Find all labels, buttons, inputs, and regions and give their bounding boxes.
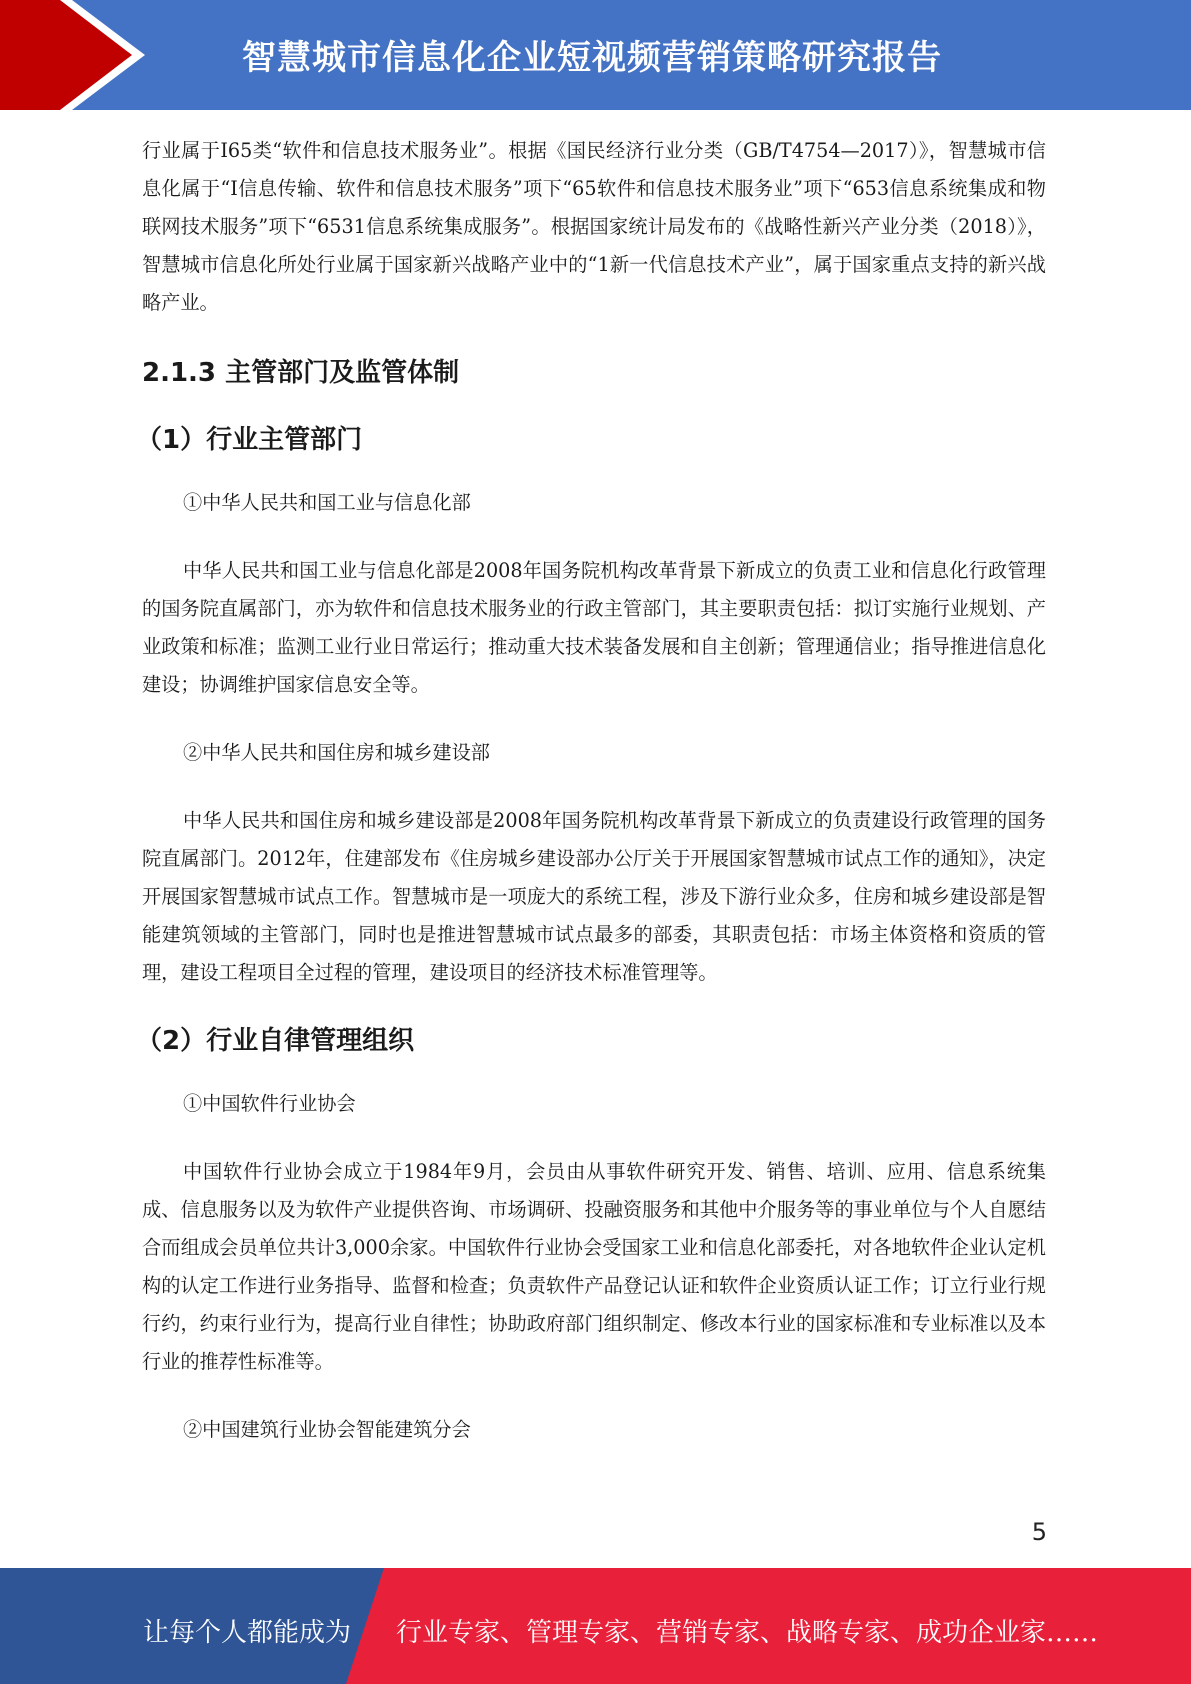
item-title-2: ②中华人民共和国住房和城乡建设部 <box>183 741 490 764</box>
footer-slogan-left: 让每个人都能成为 <box>143 1618 352 1648</box>
item-title-3: ①中国软件行业协会 <box>183 1092 356 1115</box>
subsection-heading-1: （1）行业主管部门 <box>136 425 363 455</box>
section-heading: 2.1.3 主管部门及监管体制 <box>142 358 460 388</box>
item-paragraph-3: 中国软件行业协会成立于1984年9月，会员由从事软件研究开发、销售、培训、应用、信息系统集成、信息服务以及为软件产业提供咨询、市场调研、投融资服务和其他中介服务等的事业单位与个人自愿结合而组成会员单位共计3,000余家。中国软件行业协会受国家工业和信息化部委托，对各地软件企业认定机构的认定工作进行业务指导、监督和检查；负责软件产品登记认证和软件企业资质认证工作；订立行业行规行约，约束行业行为，提高行业自律性；协助政府部门组织制定、修改本行业的国家标准和专业标准以及本行业的推荐性标准等。 <box>142 1160 1046 1373</box>
page-footer <box>0 1568 1191 1684</box>
item-title-4: ②中国建筑行业协会智能建筑分会 <box>183 1418 471 1441</box>
item-title-1: ①中华人民共和国工业与信息化部 <box>183 491 471 514</box>
page-content <box>136 132 1046 1449</box>
page-number: 5 <box>1031 1518 1047 1546</box>
subsection-heading-2: （2）行业自律管理组织 <box>136 1026 415 1056</box>
page-header <box>0 0 1191 110</box>
item-paragraph-2: 中华人民共和国住房和城乡建设部是2008年国务院机构改革背景下新成立的负责建设行政管理的国务院直属部门。2012年，住建部发布《住房城乡建设部办公厅关于开展国家智慧城市试点工作的通知》，决定开展国家智慧城市试点工作。智慧城市是一项庞大的系统工程，涉及下游行业众多，住房和城乡建设部是智能建筑领域的主管部门，同时也是推进智慧城市试点最多的部委，其职责包括：市场主体资格和资质的管理，建设工程项目全过程的管理，建设项目的经济技术标准管理等。 <box>142 809 1046 984</box>
item-paragraph-1: 中华人民共和国工业与信息化部是2008年国务院机构改革背景下新成立的负责工业和信息化行政管理的国务院直属部门，亦为软件和信息技术服务业的行政主管部门，其主要职责包括：拟订实施行业规划、产业政策和标准；监测工业行业日常运行；推动重大技术装备发展和自主创新；管理通信业；指导推进信息化建设；协调维护国家信息安全等。 <box>142 559 1046 696</box>
report-title: 智慧城市信息化企业短视频营销策略研究报告 <box>242 38 942 78</box>
footer-slogan-right: 行业专家、管理专家、营销专家、战略专家、成功企业家…… <box>396 1618 1099 1648</box>
intro-paragraph: 行业属于I65类“软件和信息技术服务业”。根据《国民经济行业分类（GB/T4754—2017）》，智慧城市信息化属于“I信息传输、软件和信息技术服务”项下“65软件和信息技术服务业”项下“653信息系统集成和物联网技术服务”项下“6531信息系统集成服务”。根据国家统计局发布的《战略性新兴产业分类（2018）》，智慧城市信息化所处行业属于国家新兴战略产业中的“1新一代信息技术产业”，属于国家重点支持的新兴战略产业。 <box>142 139 1046 314</box>
